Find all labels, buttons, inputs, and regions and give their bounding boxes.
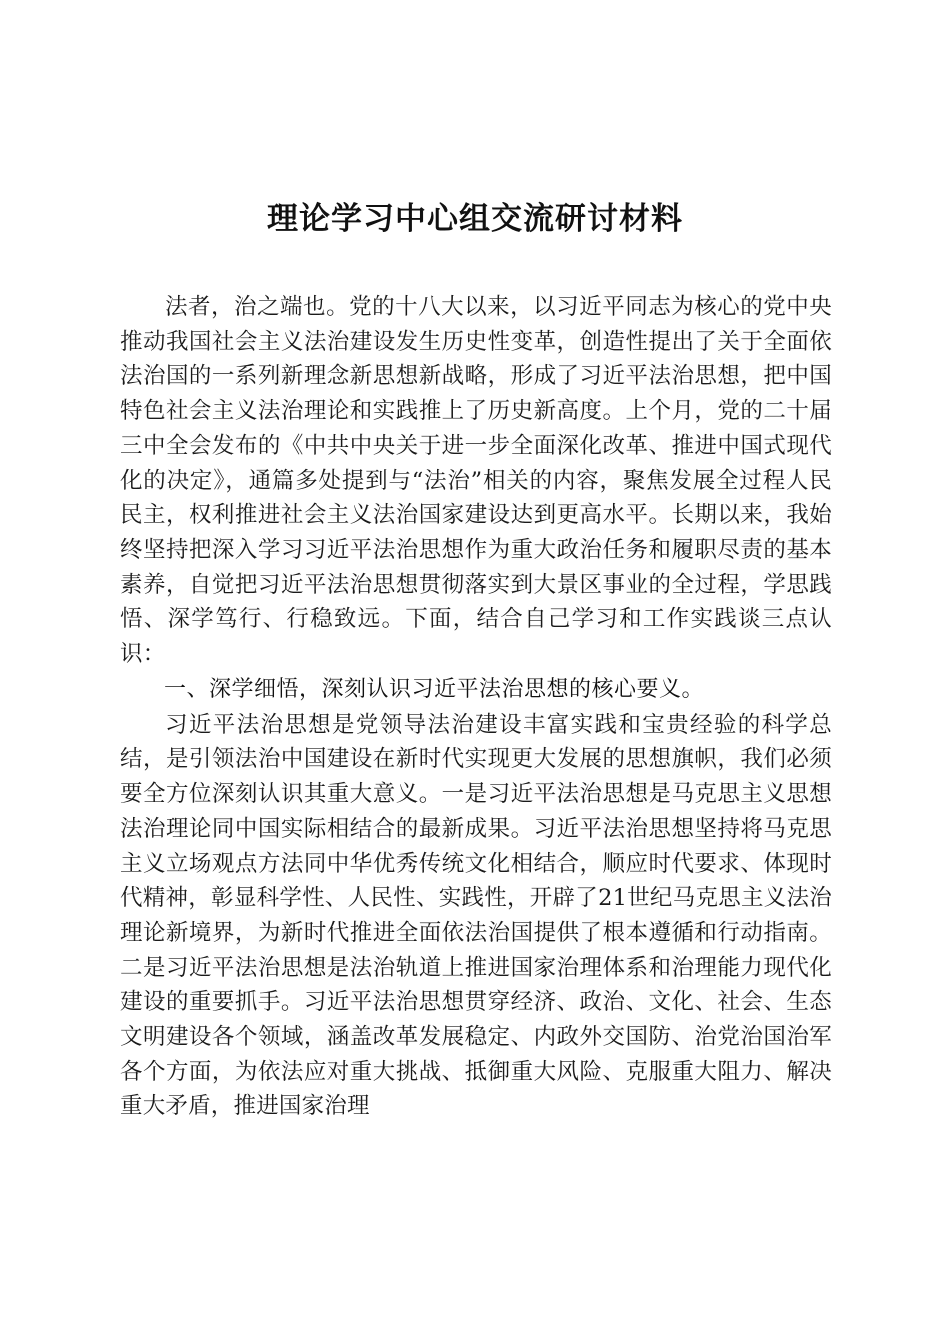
intro-paragraph: 法者，治之端也。党的十八大以来，以习近平同志为核心的党中央推动我国社会主义法治建设发生历史性变革，创造性提出了关于全面依法治国的一系列新理念新思想新战略，形成了习近平法治思想，把中国特色社会主义法治理论和实践推上了历史新高度。上个月，党的二十届三中全会发布的《中共中央关于进一步全面深化改革、推进中国式现代化的决定》，通篇多处提到与“法治”相关的内容，聚焦发展全过程人民民主，权利推进社会主义法治国家建设达到更高水平。长期以来，我始终坚持把深入学习习近平法治思想作为重大政治任务和履职尽责的基本素养，自觉把习近平法治思想贯彻落实到大景区事业的全过程，学思践悟、深学笃行、行稳致远。下面，结合自己学习和工作实践谈三点认识：: [120, 294, 832, 668]
section-heading: 一、深学细悟，深刻认识习近平法治思想的核心要义。: [164, 676, 705, 702]
document-title: 理论学习中心组交流研讨材料: [267, 201, 683, 237]
section-paragraph: 习近平法治思想是党领导法治建设丰富实践和宝贵经验的科学总结，是引领法治中国建设在新时代实现更大发展的思想旗帜，我们必须要全方位深刻认识其重大意义。一是习近平法治思想是马克思主义思想法治理论同中国实际相结合的最新成果。习近平法治思想坚持将马克思主义立场观点方法同中华优秀传统文化相结合，顺应时代要求、体现时代精神，彰显科学性、人民性、实践性，开辟了21世纪马克思主义法治理论新境界，为新时代推进全面依法治国提供了根本遵循和行动指南。二是习近平法治思想是法治轨道上推进国家治理体系和治理能力现代化建设的重要抓手。习近平法治思想贯穿经济、政治、文化、社会、生态文明建设各个领域，涵盖改革发展稳定、内政外交国防、治党治国治军各个方面，为依法应对重大挑战、抵御重大风险、克服重大阻力、解决重大矛盾，推进国家治理: [120, 711, 832, 1120]
document-body: [120, 290, 832, 1124]
